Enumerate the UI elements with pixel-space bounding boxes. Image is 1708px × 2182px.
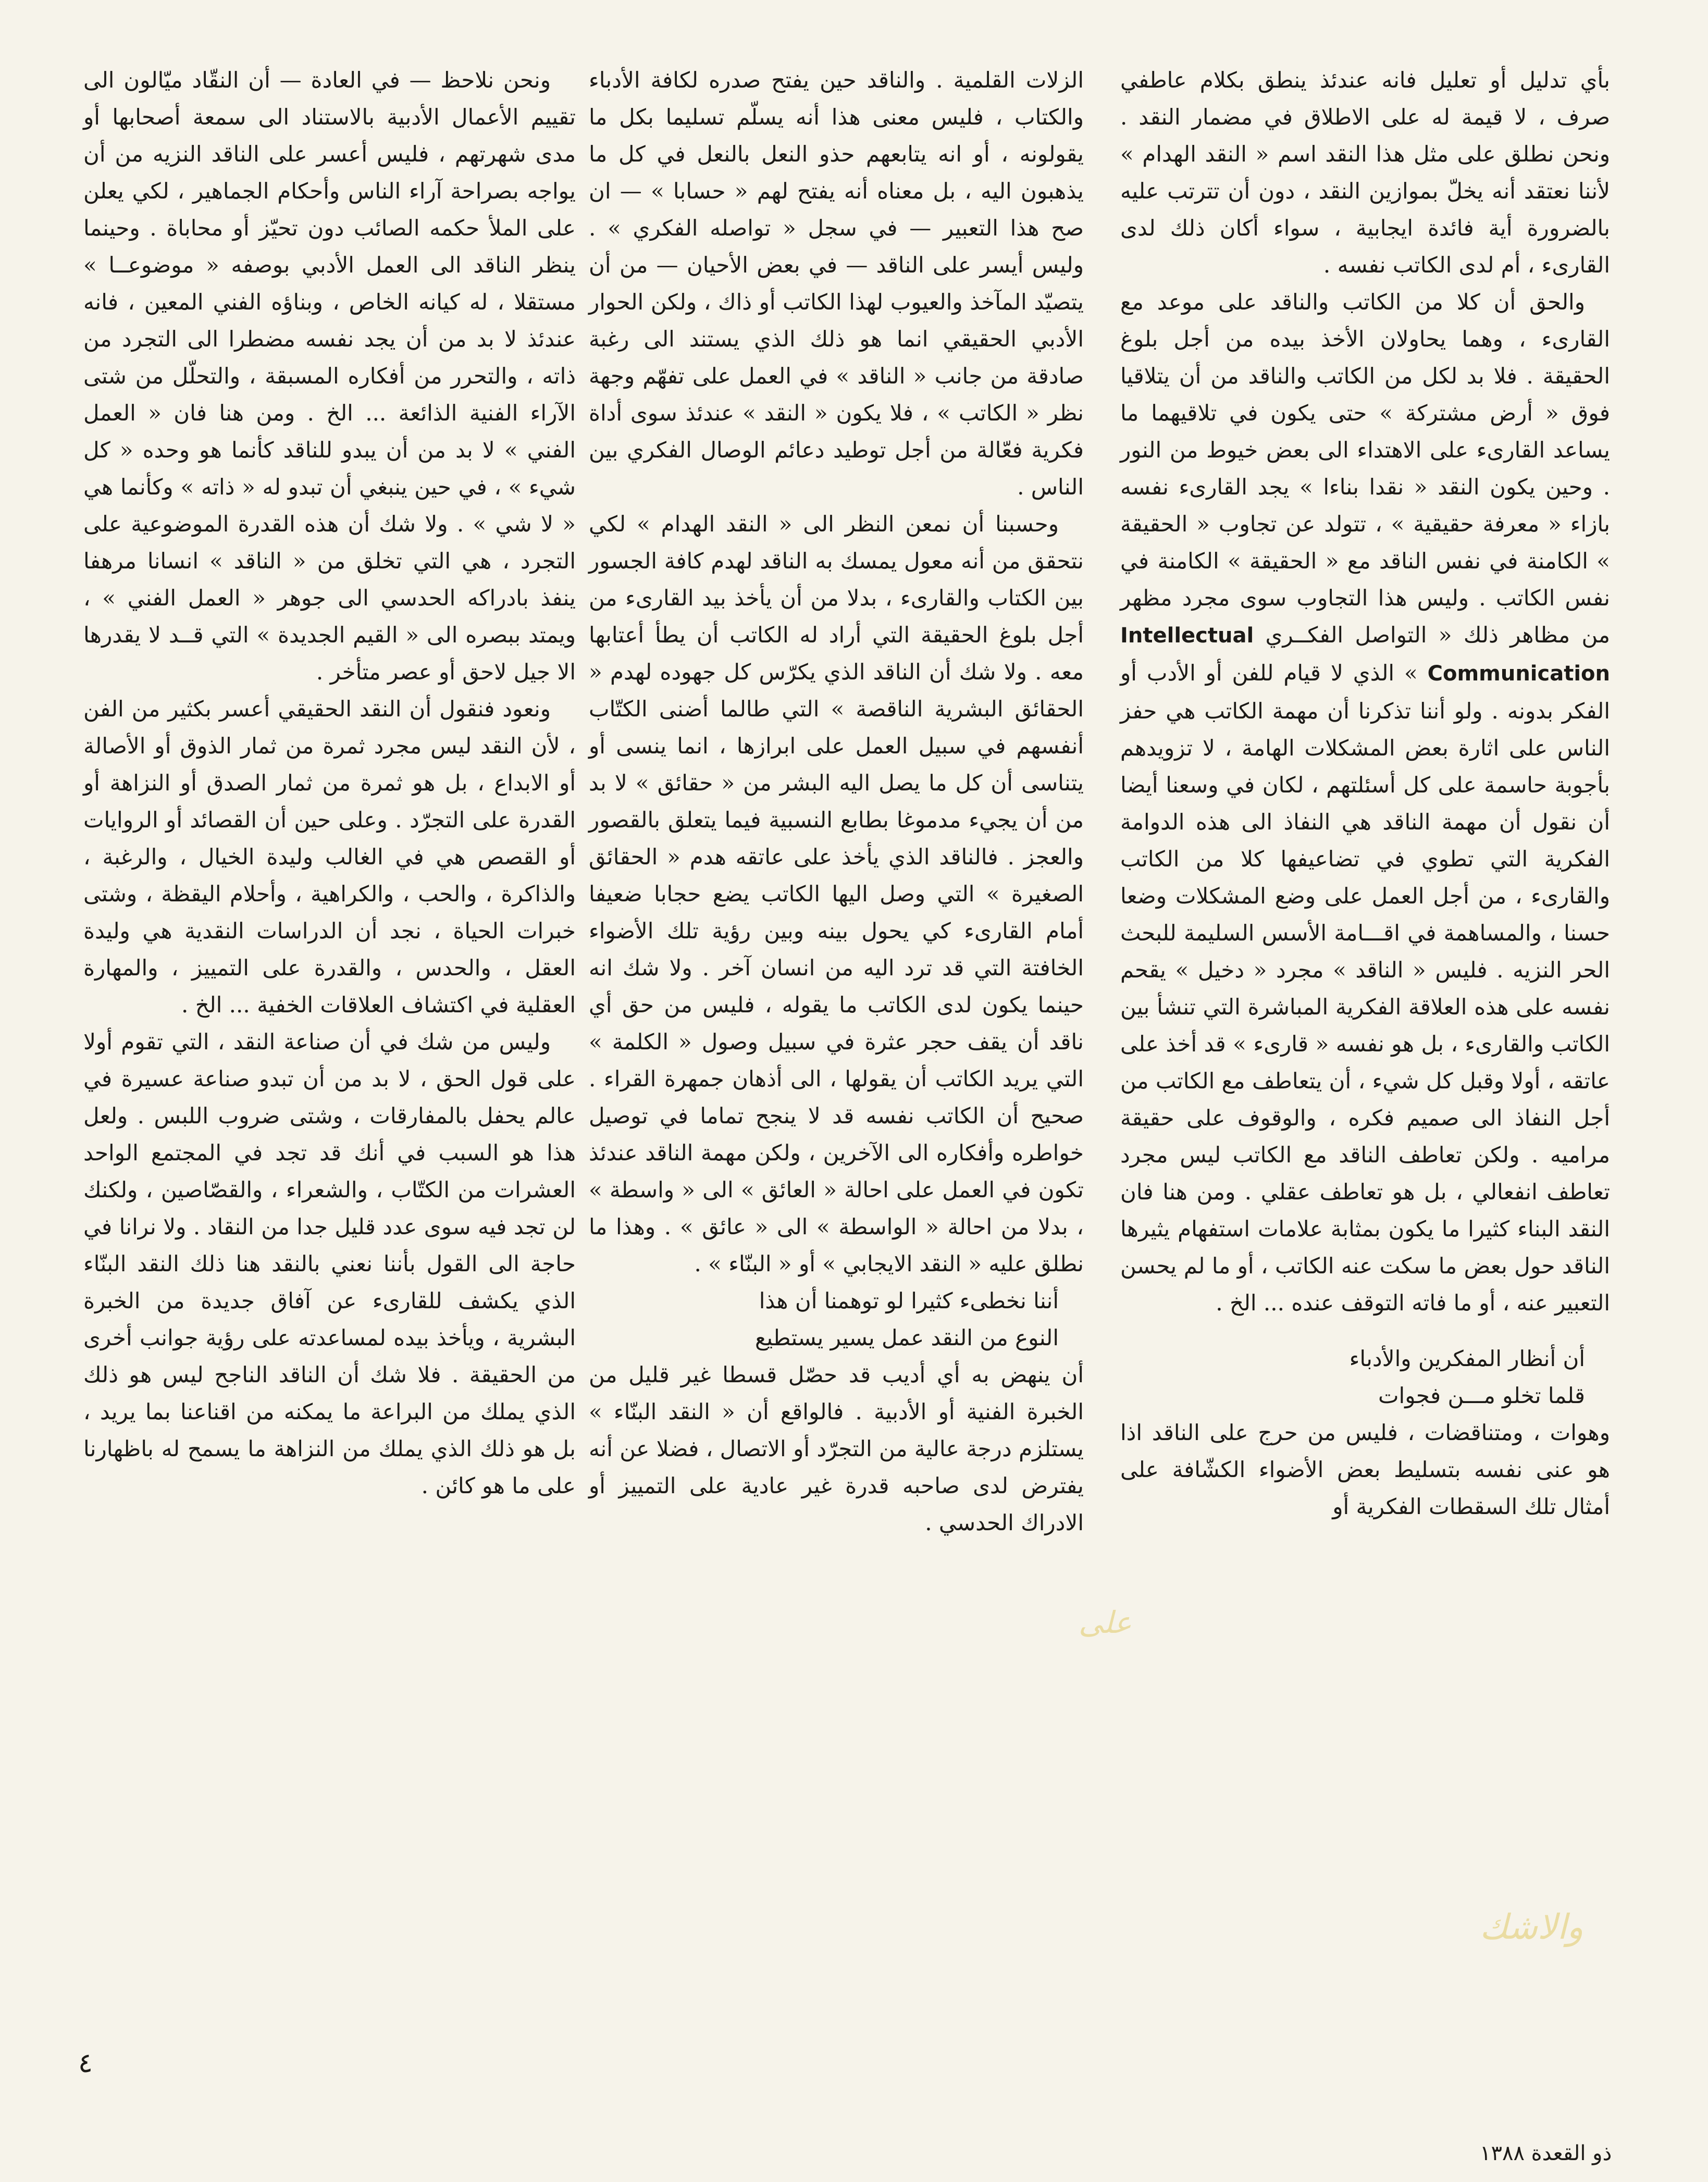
paragraph: النوع من النقد عمل يسير يستطيع <box>754 1325 1059 1350</box>
paragraph: بأي تدليل أو تعليل فانه عندئذ ينطق بكلام عاطفي صرف ، لا قيمة له على الاطلاق في مضمار النقد . ونحن نطلق على مثل هذا النقد اسم « النقد الهدام » لأننا نعتقد أنه يخلّ بموازين النقد ، دون أن تترتب عليه بالضرورة أية فائدة ايجابية ، سواء أكان ذلك لدى القارىء ، أم لدى الكاتب نفسه . <box>1120 67 1610 278</box>
page-number: ٤ <box>78 2048 93 2079</box>
paragraph: وهوات ، ومتناقضات ، فليس من حرج على الناقد اذا هو عنى نفسه بتسليط بعض الأضواء الكشّافة على أمثال تلك السقطات الفكرية أو <box>1120 1420 1610 1519</box>
latin-term: Intellectual <box>1120 624 1254 648</box>
paragraph: أن ينهض به أي أديب قد حصّل قسطا غير قليل من الخبرة الفنية أو الأدبية . فالواقع أن « النقد البنّاء » يستلزم درجة عالية من التجرّد أو الاتصال ، فضلا عن أنه يفترض لدى صاحبه قدرة غير عادية على التمييز أو الادراك الحدسي . <box>589 1362 1084 1535</box>
paragraph <box>1120 283 1610 1321</box>
paragraph: أن أنظار المفكرين والأدباء <box>1349 1346 1585 1371</box>
paragraph-text: والحق أن كلا من الكاتب والناقد على موعد مع القارىء ، وهما يحاولان الأخذ بيده من أجل بلوغ الحقيقة . فلا بد لكل من الكاتب والناقد من أن يتلاقيا فوق « أرض مشتركة » حتى يكون في تلاقيهما ما يساعد القارىء على الاهتداء الى بعض خيوط من النور . وحين يكون النقد « نقدا بناءا » يجد القارىء نفسه بازاء « معرفة حقيقية » ، تتولد عن تجاوب « الحقيقة » الكامنة في نفس الناقد مع « الحقيقة » الكامنة في نفس الكاتب . وليس هذا التجاوب سوى مجرد مظهر من مظاهر ذلك « التواصل الفكــري <box>1120 289 1610 648</box>
paragraph: أننا نخطىء كثيرا لو توهمنا أن هذا <box>759 1288 1059 1313</box>
paragraph: ونعود فنقول أن النقد الحقيقي أعسر بكثير من الفن ، لأن النقد ليس مجرد ثمرة من ثمار الذوق أو الأصالة أو الابداع ، بل هو ثمرة من ثمار الصدق أو النزاهة أو القدرة على التجرّد . وعلى حين أن القصائد أو الروايات أو القصص هي في الغالب وليدة الخيال ، والرغبة ، والذاكرة ، والحب ، والكراهية ، وأحلام اليقظة ، وشتى خبرات الحياة ، نجد أن الدراسات النقدية هي وليدة العقل ، والحدس ، والقدرة على التمييز ، والمهارة العقلية في اكتشاف العلاقات الخفية ... الخ . <box>83 696 576 1018</box>
latin-term: Communication <box>1427 662 1610 686</box>
article-column-middle <box>589 61 1084 1541</box>
paragraph: وليس من شك في أن صناعة النقد ، التي تقوم أولا على قول الحق ، لا بد من أن تبدو صناعة عسيرة في عالم يحفل بالمفارقات ، وشتى ضروب اللبس . ولعل هذا هو السبب في أنك قد تجد في المجتمع الواحد العشرات من الكتّاب ، والشعراء ، والقصّاصين ، ولكنك لن تجد فيه سوى عدد قليل جدا من النقاد . ولا نرانا في حاجة الى القول بأننا نعني بالنقد هنا ذلك النقد البنّاء الذي يكشف للقارىء عن آفاق جديدة من الخبرة البشرية ، ويأخذ بيده لمساعدته على رؤية جوانب أخرى من الحقيقة . فلا شك أن الناقد الناجح ليس هو ذلك الذي يملك من البراعة ما يمكنه من اقناعنا بما يريد ، بل هو ذلك الذي يملك من النزاهة ما يسمح له باظهارنا على ما هو كائن . <box>83 1029 576 1498</box>
paragraph: قلما تخلو مـــن فجوات <box>1378 1383 1585 1408</box>
article-column-right <box>1120 61 1610 1525</box>
paragraph: وحسبنا أن نمعن النظر الى « النقد الهدام » لكي نتحقق من أنه معول يمسك به الناقد لهدم كافة الجسور بين الكتاب والقارىء ، بدلا من أن يأخذ بيد القارىء من أجل بلوغ الحقيقة التي أراد له الكاتب أن يطأ أعتابها معه . ولا شك أن الناقد الذي يكرّس كل جهوده لهدم « الحقائق البشرية الناقصة » التي طالما أضنى الكتّاب أنفسهم في سبيل العمل على ابرازها ، انما ينسى أو يتناسى أن كل ما يصل اليه البشر من « حقائق » لا بد من أن يجيء مدموغا بطابع النسبية فيما يتعلق بالقصور والعجز . فالناقد الذي يأخذ على عاتقه هدم « الحقائق الصغيرة » التي وصل اليها الكاتب يضع حجابا ضعيفا أمام القارىء كي يحول بينه وبين رؤية تلك الأضواء الخافتة التي قد ترد اليه من انسان آخر . ولا شك انه حينما يكون لدى الكاتب ما يقوله ، فليس من حق أي ناقد أن يقف حجر عثرة في سبيل وصول « الكلمة » التي يريد الكاتب أن يقولها ، الى أذهان جمهرة القراء . صحيح أن الكاتب نفسه قد لا ينجح تماما في توصيل خواطره وأفكاره الى الآخرين ، ولكن مهمة الناقد عندئذ تكون في العمل على احالة « العائق » الى « واسطة » ، بدلا من احالة « الواسطة » الى « عائق » . وهذا ما نطلق عليه « النقد الايجابي » أو « البنّاء » . <box>589 511 1084 1276</box>
paragraph: ونحن نلاحظ — في العادة — أن النقّاد ميّالون الى تقييم الأعمال الأدبية بالاستناد الى سمعة أصحابها أو مدى شهرتهم ، فليس أعسر على الناقد النزيه من أن يواجه بصراحة آراء الناس وأحكام الجماهير ، لكي يعلن على الملأ حكمه الصائب دون تحيّز أو محاباة . وحينما ينظر الناقد الى العمل الأدبي بوصفه « موضوعــا » مستقلا ، له كيانه الخاص ، وبناؤه الفني المعين ، فانه عندئذ لا بد من أن يجد نفسه مضطرا الى التجرد من ذاته ، والتحرر من أفكاره المسبقة ، والتحلّل من شتى الآراء الفنية الذائعة ... الخ . ومن هنا فان « العمل الفني » لا بد من أن يبدو للناقد كأنما هو وحده « كل شيء » ، في حين ينبغي أن تبدو له « ذاته » وكأنما هي « لا شي » . ولا شك أن هذه القدرة الموضوعية على التجرد ، هي التي تخلق من « الناقد » انسانا مرهفا ينفذ بادراكه الحدسي الى جوهر « العمل الفني » ، ويمتد ببصره الى « القيم الجديدة » التي قــد لا يقدرها الا جيل لاحق أو عصر متأخر . <box>83 67 576 685</box>
issue-date-footer: ذو القعدة ١٣٨٨ <box>1480 2141 1612 2165</box>
paragraph: الزلات القلمية . والناقد حين يفتح صدره لكافة الأدباء والكتاب ، فليس معنى هذا أنه يسلّم تسليما بكل ما يقولونه ، أو انه يتابعهم حذو النعل بالنعل في كل ما يذهبون اليه ، بل معناه أنه يفتح لهم « حسابا » — ان صح هذا التعبير — في سجل « تواصله الفكري » . وليس أيسر على الناقد — في بعض الأحيان — من أن يتصيّد المآخذ والعيوب لهذا الكاتب أو ذاك ، ولكن الحوار الأدبي الحقيقي انما هو ذلك الذي يستند الى رغبة صادقة من جانب « الناقد » في العمل على تفهّم وجهة نظر « الكاتب » ، فلا يكون « النقد » عندئذ سوى أداة فكرية فعّالة من أجل توطيد دعائم الوصال الفكري بين الناس . <box>589 67 1084 500</box>
bleed-through-mark: على <box>1079 1605 1132 1640</box>
article-column-left <box>83 61 576 1504</box>
bleed-through-mark: والاشك <box>1480 1907 1583 1947</box>
paragraph-text: » الذي لا قيام للفن أو الأدب أو الفكر بدونه . ولو أننا تذكرنا أن مهمة الكاتب هي حفز الناس على اثارة بعض المشكلات الهامة ، لا تزويدهم بأجوبة حاسمة على كل أسئلتهم ، لكان في وسعنا أيضا أن نقول أن مهمة الناقد هي النفاذ الى هذه الدوامة الفكرية التي تطوي في تضاعيفها كلا من الكاتب والقارىء ، من أجل العمل على وضع المشكلات وضعا حسنا ، والمساهمة في اقـــامة الأسس السليمة للبحث الحر النزيه . فليس « الناقد » مجرد « دخيل » يقحم نفسه على هذه العلاقة الفكرية المباشرة التي تنشأ بين الكاتب والقارىء ، بل هو نفسه « قارىء » قد أخذ على عاتقه ، أولا وقبل كل شيء ، أن يتعاطف مع الكاتب من أجل النفاذ الى صميم فكره ، والوقوف على حقيقة مراميه . ولكن تعاطف الناقد مع الكاتب ليس مجرد تعاطف انفعالي ، بل هو تعاطف عقلي . ومن هنا فان النقد البناء كثيرا ما يكون بمثابة علامات استفهام يثيرها الناقد حول بعض ما سكت عنه الكاتب ، أو ما لم يحسن التعبير عنه ، أو ما فاته التوقف عنده ... الخ . <box>1120 660 1611 1316</box>
